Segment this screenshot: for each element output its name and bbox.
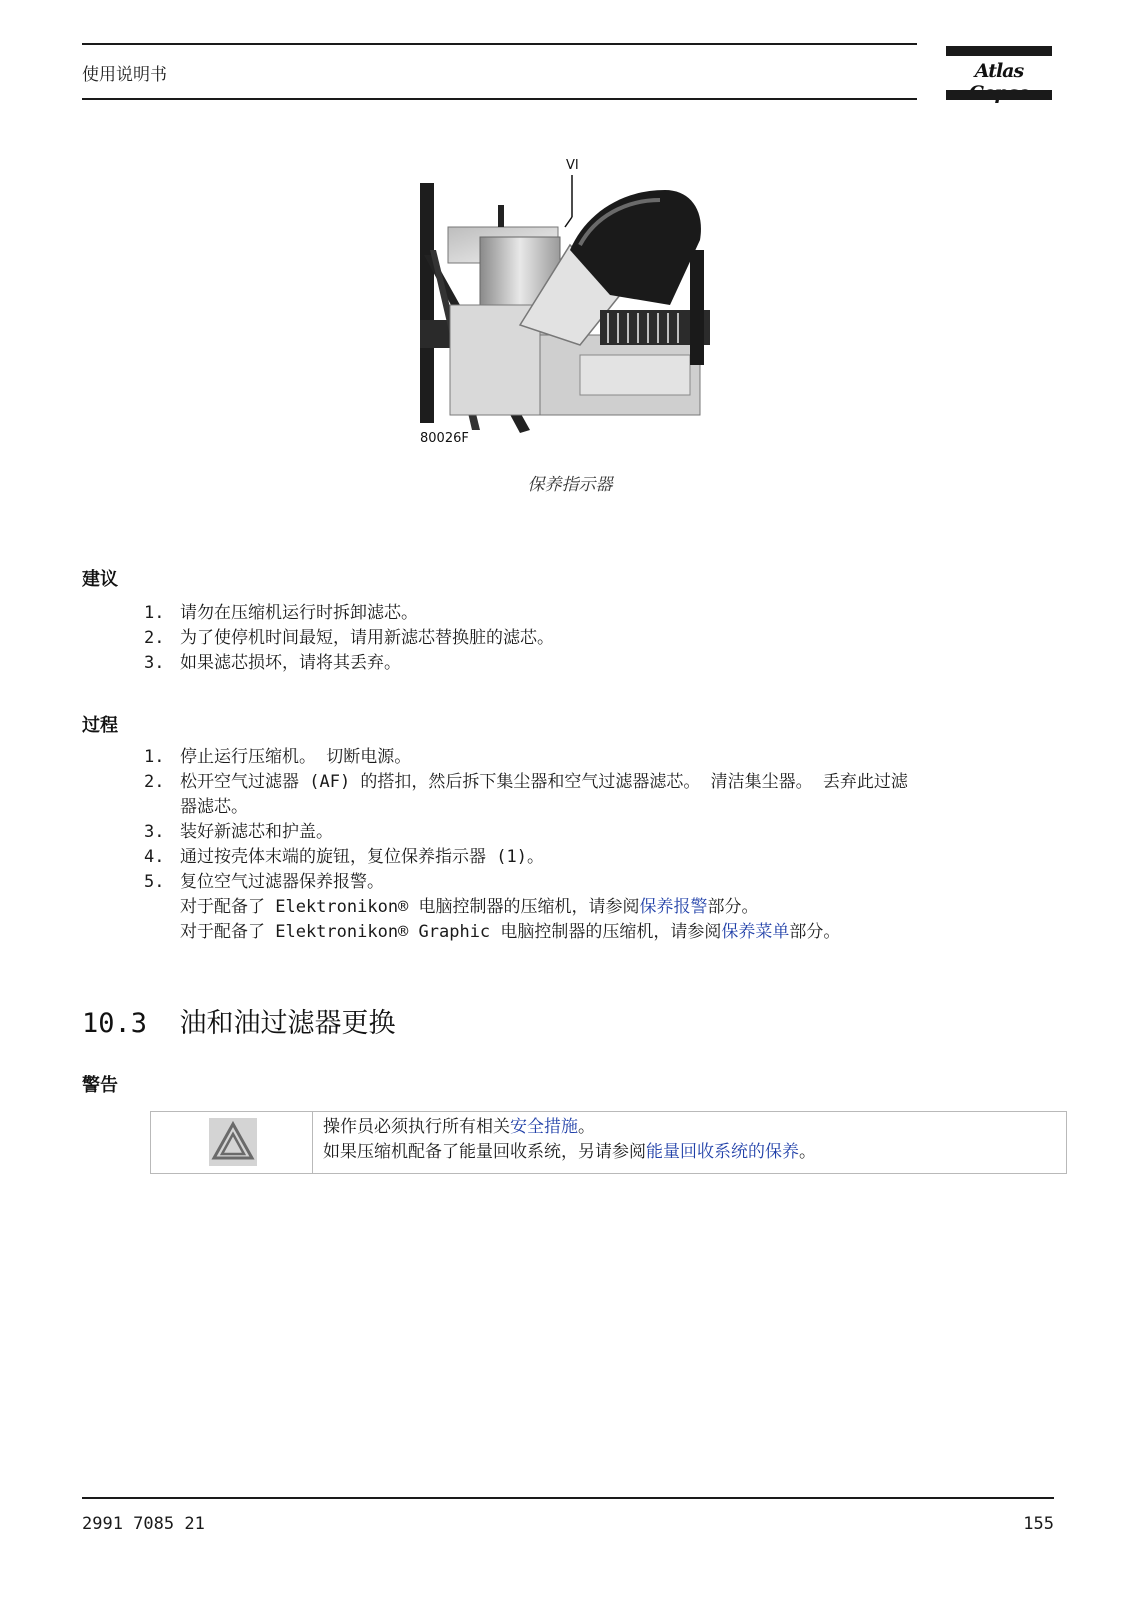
warning-triangle-icon [209,1118,257,1166]
procedure-heading: 过程 [82,715,118,736]
procedure-list [144,745,1064,945]
header-title: 使用说明书 [82,65,167,85]
warning-heading: 警告 [82,1075,118,1096]
footer-rule [82,1497,1054,1499]
section-heading [82,1001,396,1040]
section-title: 油和油过滤器更换 [179,1008,396,1039]
elektronikon-graphic-reference: 对于配备了 Elektronikon® Graphic 电脑控制器的压缩机，请参阅保养菜单部分。 [180,922,841,942]
elektronikon-reference: 对于配备了 Elektronikon® 电脑控制器的压缩机，请参阅保养报警部分。 [180,897,759,917]
figure-caption: 保养指示器 [527,475,613,495]
figure-callout-label: VI [566,158,579,173]
safety-precautions-link[interactable]: 安全措施 [510,1117,578,1137]
warning-table [150,1111,1067,1174]
list-item: 5. 复位空气过滤器保养报警。 对于配备了 Elektronikon® 电脑控制器的压缩机，请参阅保养报警部分。 对于配备了 Elektronikon® Graphic 电脑控制器的压缩机，请参阅保养菜单部分。 [144,870,1064,945]
list-item: 1. 停止运行压缩机。 切断电源。 [144,747,412,767]
list-item: 2. 松开空气过滤器 (AF) 的搭扣，然后拆下集尘器和空气过滤器滤芯。 清洁集尘器。 丢弃此过滤 器滤芯。 [144,772,908,817]
warning-icon-cell [151,1112,313,1173]
list-item: 4. 通过按壳体末端的旋钮，复位保养指示器 (1)。 [144,847,544,867]
header-bottom-rule [82,98,917,100]
logo-top-bar [946,46,1052,56]
warning-line-1: 操作员必须执行所有相关安全措施。 [323,1117,595,1137]
maintenance-indicator-figure [420,155,720,455]
warning-text-cell [323,1115,1053,1165]
page-number: 155 [1023,1514,1054,1534]
list-item: 2. 为了使停机时间最短，请用新滤芯替换脏的滤芯。 [144,628,554,648]
service-menu-link[interactable]: 保养菜单 [721,922,790,942]
figure-image-code: 80026F [420,431,469,446]
list-item: 3. 装好新滤芯和护盖。 [144,822,333,842]
warning-line-2: 如果压缩机配备了能量回收系统，另请参阅能量回收系统的保养。 [323,1142,816,1162]
recommendation-list [144,601,1044,676]
logo-bottom-bar [946,90,1052,100]
service-warning-link[interactable]: 保养报警 [639,897,708,917]
logo-wordmark: Atlas [974,60,1024,82]
atlas-copco-logo [946,46,1052,100]
energy-recovery-maintenance-link[interactable]: 能量回收系统的保养 [646,1142,799,1162]
header-top-rule [82,43,917,45]
air-filter-illustration [420,155,720,455]
section-number: 10.3 [82,1008,148,1039]
document-number: 2991 7085 21 [82,1514,205,1534]
list-item: 3. 如果滤芯损坏，请将其丢弃。 [144,653,401,673]
list-item: 1. 请勿在压缩机运行时拆卸滤芯。 [144,603,418,623]
recommendation-heading: 建议 [82,569,118,590]
